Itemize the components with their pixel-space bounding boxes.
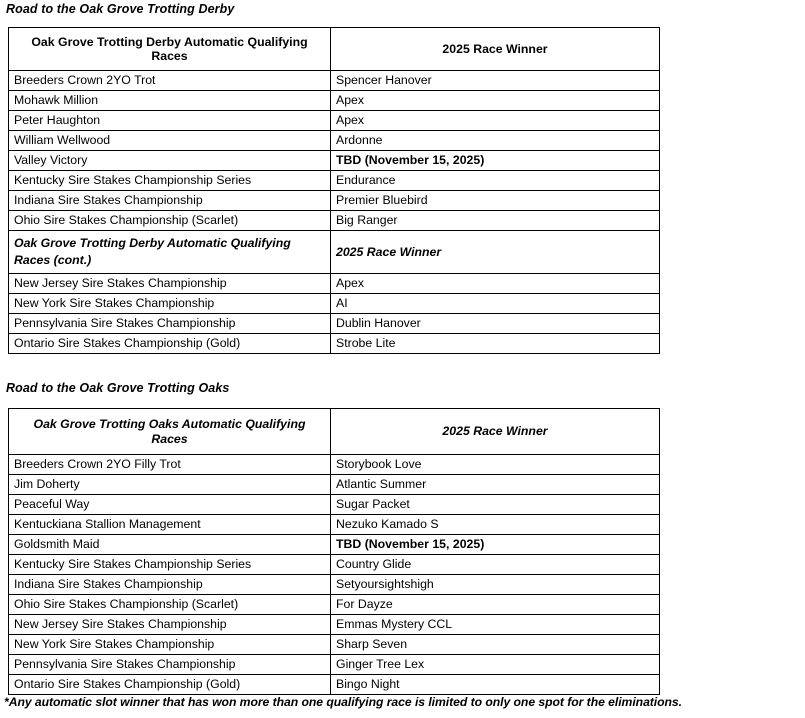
table-row xyxy=(9,535,660,555)
oaks-race-winner: Ginger Tree Lex xyxy=(331,655,660,675)
oaks-race-name: New York Sire Stakes Championship xyxy=(9,635,331,655)
derby-race-name: Kentucky Sire Stakes Championship Series xyxy=(9,171,331,191)
derby-race-name: Pennsylvania Sire Stakes Championship xyxy=(9,314,331,334)
derby-race-winner: Strobe Lite xyxy=(331,334,660,354)
footnote-text: *Any automatic slot winner that has won more than one qualifying race is limited to only one spot for the eliminations. xyxy=(4,695,682,709)
oaks-race-name: Peaceful Way xyxy=(9,495,331,515)
table-row xyxy=(9,455,660,475)
table-row xyxy=(9,615,660,635)
table-row xyxy=(9,274,660,294)
oaks-race-winner: Atlantic Summer xyxy=(331,475,660,495)
derby-race-name: Ohio Sire Stakes Championship (Scarlet) xyxy=(9,211,331,231)
derby-race-name: New York Sire Stakes Championship xyxy=(9,294,331,314)
derby-race-winner: Apex xyxy=(331,111,660,131)
derby-race-name: Mohawk Million xyxy=(9,91,331,111)
derby-qualifying-races-table xyxy=(8,27,660,354)
derby-race-winner: Big Ranger xyxy=(331,211,660,231)
derby-race-winner: Dublin Hanover xyxy=(331,314,660,334)
derby-race-name: Indiana Sire Stakes Championship xyxy=(9,191,331,211)
oaks-race-name: Jim Doherty xyxy=(9,475,331,495)
oaks-race-name: Kentucky Sire Stakes Championship Series xyxy=(9,555,331,575)
table-row xyxy=(9,71,660,91)
derby-race-winner: Apex xyxy=(331,274,660,294)
table-row xyxy=(9,314,660,334)
derby-table-body xyxy=(9,28,660,354)
oaks-race-name: Breeders Crown 2YO Filly Trot xyxy=(9,455,331,475)
derby-race-name: New Jersey Sire Stakes Championship xyxy=(9,274,331,294)
table-row xyxy=(9,171,660,191)
derby-race-name: William Wellwood xyxy=(9,131,331,151)
oaks-race-name: Ontario Sire Stakes Championship (Gold) xyxy=(9,675,331,695)
derby-section-heading: Road to the Oak Grove Trotting Derby xyxy=(6,2,235,16)
derby-continuation-race-column: Oak Grove Trotting Derby Automatic Qualifying Races (cont.) xyxy=(9,231,331,274)
oaks-qualifying-races-table xyxy=(8,408,660,695)
table-row xyxy=(9,151,660,171)
derby-race-name: Valley Victory xyxy=(9,151,331,171)
table-row xyxy=(9,635,660,655)
oaks-race-winner: For Dayze xyxy=(331,595,660,615)
derby-race-winner: Apex xyxy=(331,91,660,111)
derby-race-winner: AI xyxy=(331,294,660,314)
table-row xyxy=(9,595,660,615)
table-row xyxy=(9,675,660,695)
table-row xyxy=(9,91,660,111)
derby-race-name: Peter Haughton xyxy=(9,111,331,131)
table-row xyxy=(9,555,660,575)
derby-race-winner: Spencer Hanover xyxy=(331,71,660,91)
derby-table-header-row xyxy=(9,28,660,71)
oaks-race-name: Goldsmith Maid xyxy=(9,535,331,555)
table-row xyxy=(9,515,660,535)
oaks-race-winner: Emmas Mystery CCL xyxy=(331,615,660,635)
derby-race-name: Ontario Sire Stakes Championship (Gold) xyxy=(9,334,331,354)
derby-header-race-column: Oak Grove Trotting Derby Automatic Qualifying Races xyxy=(9,28,331,71)
oaks-race-name: Indiana Sire Stakes Championship xyxy=(9,575,331,595)
oaks-header-winner-column: 2025 Race Winner xyxy=(331,409,660,455)
table-row xyxy=(9,655,660,675)
oaks-race-winner: Country Glide xyxy=(331,555,660,575)
derby-race-winner: TBD (November 15, 2025) xyxy=(331,151,660,171)
derby-continuation-header-row xyxy=(9,231,660,274)
oaks-table-header-row xyxy=(9,409,660,455)
oaks-table-body xyxy=(9,409,660,695)
oaks-header-race-column: Oak Grove Trotting Oaks Automatic Qualifying Races xyxy=(9,409,331,455)
oaks-race-winner: Storybook Love xyxy=(331,455,660,475)
derby-header-winner-column: 2025 Race Winner xyxy=(331,28,660,71)
oaks-race-name: Kentuckiana Stallion Management xyxy=(9,515,331,535)
oaks-race-name: Pennsylvania Sire Stakes Championship xyxy=(9,655,331,675)
oaks-race-winner: TBD (November 15, 2025) xyxy=(331,535,660,555)
derby-race-winner: Endurance xyxy=(331,171,660,191)
derby-race-winner: Premier Bluebird xyxy=(331,191,660,211)
oaks-race-name: Ohio Sire Stakes Championship (Scarlet) xyxy=(9,595,331,615)
oaks-race-winner: Bingo Night xyxy=(331,675,660,695)
table-row xyxy=(9,334,660,354)
oaks-race-winner: Nezuko Kamado S xyxy=(331,515,660,535)
oaks-race-winner: Sharp Seven xyxy=(331,635,660,655)
oaks-race-name: New Jersey Sire Stakes Championship xyxy=(9,615,331,635)
oaks-race-winner: Sugar Packet xyxy=(331,495,660,515)
table-row xyxy=(9,495,660,515)
derby-continuation-winner-column: 2025 Race Winner xyxy=(331,231,660,274)
table-row xyxy=(9,211,660,231)
table-row xyxy=(9,294,660,314)
derby-race-winner: Ardonne xyxy=(331,131,660,151)
oaks-section-heading: Road to the Oak Grove Trotting Oaks xyxy=(6,381,230,395)
derby-race-name: Breeders Crown 2YO Trot xyxy=(9,71,331,91)
table-row xyxy=(9,475,660,495)
table-row xyxy=(9,575,660,595)
table-row xyxy=(9,131,660,151)
table-row xyxy=(9,191,660,211)
oaks-race-winner: Setyoursightshigh xyxy=(331,575,660,595)
table-row xyxy=(9,111,660,131)
